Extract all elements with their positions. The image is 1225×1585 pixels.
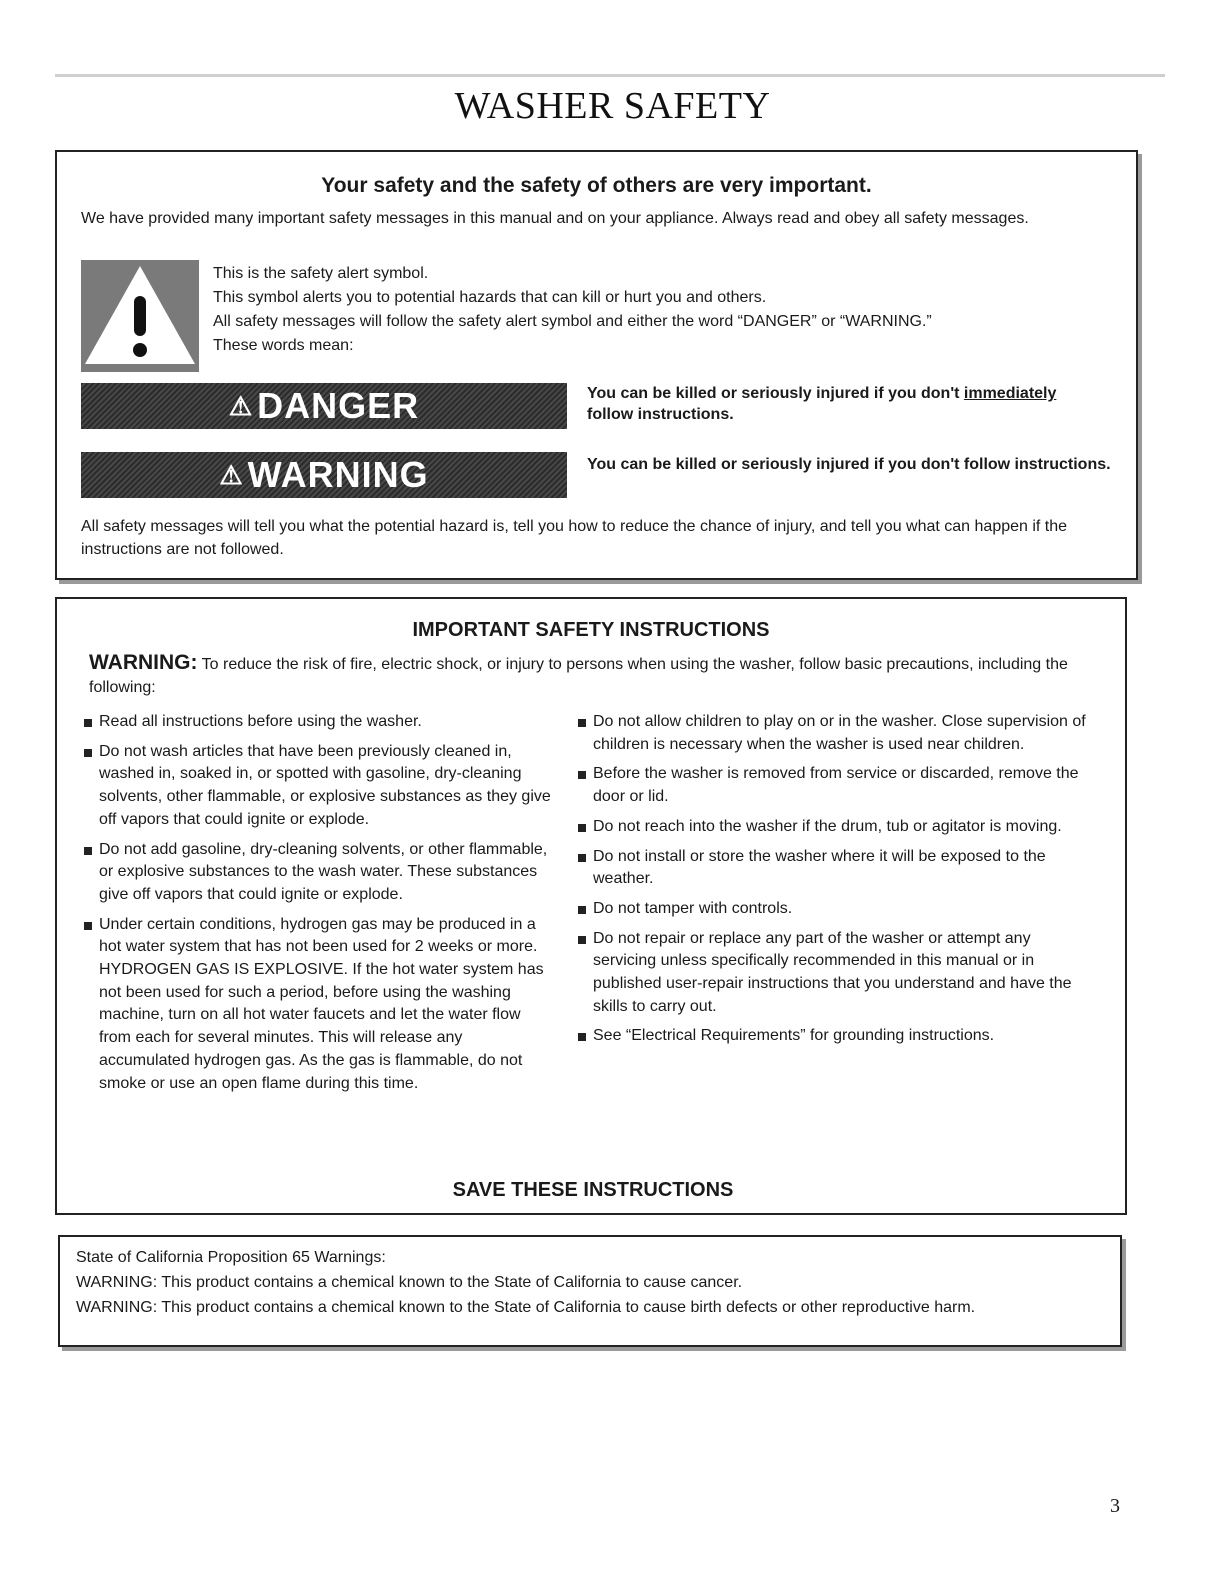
warning-text: To reduce the risk of fire, electric shock, or injury to persons when using the washer, follow basic precautions, including the following: [89,656,1068,696]
important-safety-instructions-box [55,597,1127,1215]
list-item: Do not allow children to play on or in the washer. Close supervision of children is necessary when the washer is used near children. [577,711,1097,756]
safety-intro-text: We have provided many important safety messages in this manual and on your appliance. Always read and obey all safety messages. [81,210,1029,227]
instructions-warning [89,651,1089,699]
bullet-icon [84,847,92,855]
warning-label: WARNING [247,454,429,495]
alert-line: This is the safety alert symbol. [213,265,429,282]
bullet-icon [578,936,586,944]
instructions-left-column [83,711,553,1102]
warning-triangle-icon: ⚠ [219,460,244,490]
warning-signal-bar [81,452,567,498]
warning-meaning: You can be killed or seriously injured if you don't follow instructions. [587,456,1111,473]
prop65-warning-box [58,1235,1122,1347]
bullet-icon [578,719,586,727]
instructions-right-column [577,711,1097,1055]
list-item: Before the washer is removed from service or discarded, remove the door or lid. [577,763,1097,808]
prop65-line: State of California Proposition 65 Warnings: [76,1249,386,1266]
instructions-heading: IMPORTANT SAFETY INSTRUCTIONS [412,619,770,641]
bullet-icon [84,719,92,727]
danger-text: You can be killed or seriously injured if you don't [587,385,964,402]
danger-signal-bar [81,383,567,429]
danger-text-end: follow instructions. [587,406,734,423]
list-item: Do not repair or replace any part of the washer or attempt any servicing unless specifically recommended in this manual or in published user-repair instructions that you understand and have the skills to carry out. [577,928,1097,1019]
warning-triangle-icon: ⚠ [228,391,254,421]
bullet-icon [84,922,92,930]
list-item: Do not add gasoline, dry-cleaning solvents, or other flammable, or explosive substances to the wash water. These substances give off vapors that could ignite or explode. [83,839,553,907]
bullet-icon [578,854,586,862]
alert-line: All safety messages will follow the safety alert symbol and either the word “DANGER” or “WARNING.” [213,313,932,330]
danger-emphasis: immediately [963,385,1057,402]
safety-outro-text: All safety messages will tell you what the potential hazard is, tell you how to reduce the chance of injury, and tell you what can happen if the instructions are not followed. [81,518,1068,558]
alert-line: This symbol alerts you to potential hazards that can kill or hurt you and others. [213,289,767,306]
alert-symbol-explanation [213,262,1113,358]
list-item: Do not install or store the washer where it will be exposed to the weather. [577,846,1097,891]
list-item: Do not reach into the washer if the drum, tub or agitator is moving. [577,816,1097,839]
prop65-line: WARNING: This product contains a chemical known to the State of California to cause birth defects or other reproductive harm. [76,1299,976,1316]
page-title: WASHER SAFETY [454,85,771,127]
bullet-icon [84,749,92,757]
safety-alert-icon [81,260,199,372]
list-item: Do not wash articles that have been previously cleaned in, washed in, soaked in, or spotted with gasoline, dry-cleaning solvents, other flammable, or explosive substances as they give off vapors that could ignite or explode. [83,741,553,832]
prop65-text [76,1245,1116,1320]
list-item: Under certain conditions, hydrogen gas may be produced in a hot water system that has not been used for 2 weeks or more. HYDROGEN GAS IS EXPLOSIVE. If the hot water system has not been used for such a period, before using the washing machine, turn on all hot water faucets and let the water flow from each for several minutes. This will release any accumulated hydrogen gas. As the gas is flammable, do not smoke or use an open flame during this time. [83,914,553,1096]
bullet-icon [578,906,586,914]
top-rule [55,74,1165,77]
bullet-icon [578,771,586,779]
danger-label: DANGER [257,385,420,426]
list-item: See “Electrical Requirements” for grounding instructions. [577,1025,1097,1048]
safety-intro-box [55,150,1138,580]
bullet-icon [578,1033,586,1041]
list-item: Read all instructions before using the washer. [83,711,553,734]
warning-word: WARNING: [89,651,198,674]
page-number: 3 [1110,1495,1120,1517]
danger-meaning [587,383,1117,425]
save-instructions-footer: SAVE THESE INSTRUCTIONS [452,1179,734,1201]
alert-line: These words mean: [213,337,354,354]
prop65-line: WARNING: This product contains a chemical known to the State of California to cause cancer. [76,1274,743,1291]
safety-heading: Your safety and the safety of others are very important. [321,174,872,197]
bullet-icon [578,824,586,832]
list-item: Do not tamper with controls. [577,898,1097,921]
